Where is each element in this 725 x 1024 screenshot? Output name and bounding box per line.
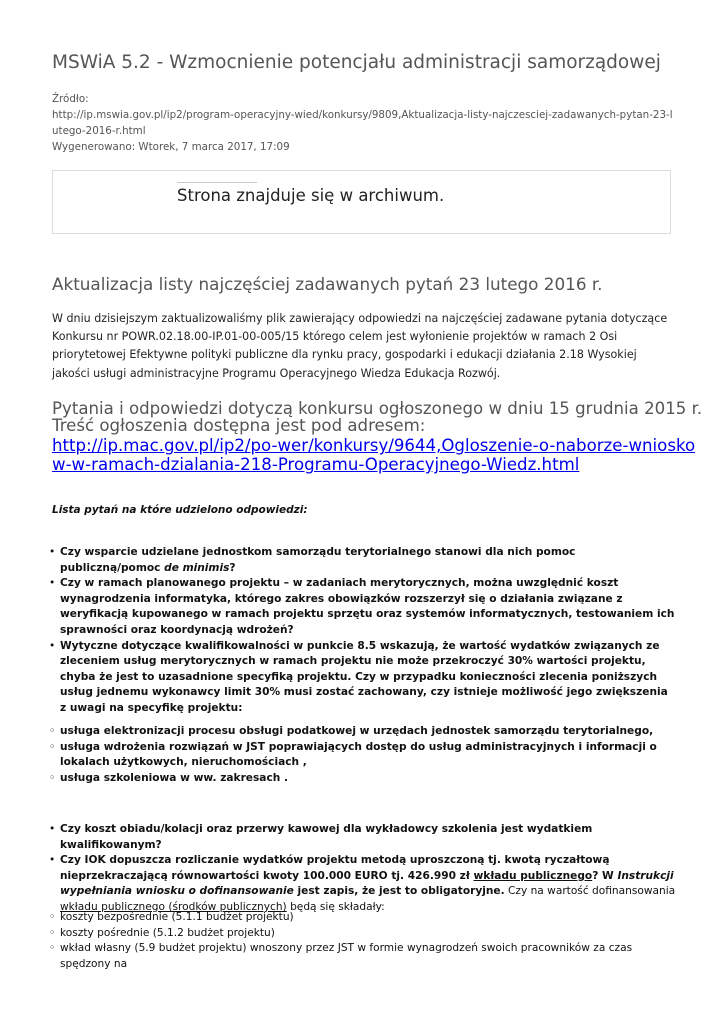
contest-date-line: Pytania i odpowiedzi dotyczą konkursu ogłoszonego w dniu 15 grudnia 2015 r. [52, 399, 703, 418]
bullet-icon [49, 576, 55, 592]
bullet-icon [49, 822, 55, 838]
bullet-icon [49, 853, 55, 869]
source-url: http://ip.mswia.gov.pl/ip2/program-operacyjny-wied/konkursy/9809,Aktualizacja-listy-najczesciej-zadawanych-pytan-23-lutego-2016-r.html [52, 109, 673, 137]
document-title: MSWiA 5.2 - Wzmocnienie potencjału administracji samorządowej [52, 52, 661, 73]
list-item: ◦ usługa szkoleniowa w ww. zakresach . [52, 771, 677, 787]
intro-paragraph: W dniu dzisiejszym zaktualizowaliśmy plik zawierający odpowiedzi na najczęściej zadawane pytania dotyczące Konkursu nr POWR.02.18.00-IP.01-00-005/15 którego celem jest wyłonienie projektów w ramach 2 Osi priorytetowej Efektywne polityki publiczne dla rynku pracy, gospodarki i edukacji działania 2.18 Wysokiej jakości usługi administracyjne Programu Operacyjnego Wiedza Edukacja Rozwój. [52, 312, 668, 380]
circle-bullet-icon [49, 771, 55, 787]
list-item: ◦ usługa elektronizacji procesu obsługi podatkowej w urzędach jednostek samorządu terytorialnego, [52, 724, 677, 740]
list-item: • Czy IOK dopuszcza rozliczanie wydatków projektu metodą uproszczoną tj. kwotą ryczałtową nieprzekraczającą równowartości kwoty 100.000 EURO tj. 426.990 zł wkładu publicznego? W Instrukcji wypełniania wniosku o dofinansowanie jest zapis, że jest to obligatoryjne. Czy na wartość dofinansowania wkładu publicznego (środków publicznych) będą się składały: [52, 853, 677, 915]
announcement-line: Treść ogłoszenia dostępna jest pod adresem: [52, 415, 426, 435]
announcement-link-line-1: http://ip.mac.gov.pl/ip2/po-wer/konkursy/9644,Ogloszenie-o-naborze-wniosko [52, 436, 696, 456]
bullet-icon [49, 545, 55, 561]
circle-bullet-icon [49, 910, 55, 926]
questions-heading: Lista pytań na które udzielono odpowiedzi: [52, 504, 308, 516]
source-label: Źródło: [52, 93, 89, 105]
questions-list-2 [52, 822, 677, 916]
bullet-icon [49, 639, 55, 655]
services-list [52, 724, 677, 786]
costs-list [52, 910, 677, 972]
list-item: ◦ wkład własny (5.9 budżet projektu) wnoszony przez JST w formie wynagrodzeń swoich pracowników za czas spędzony na [52, 941, 677, 972]
archive-divider [177, 182, 257, 183]
list-item: ◦ usługa wdrożenia rozwiązań w JST poprawiających dostęp do usług administracyjnych i informacji o lokalach użytkowych, nieruchomościach , [52, 740, 677, 771]
circle-bullet-icon [49, 926, 55, 942]
circle-bullet-icon [49, 941, 55, 957]
generated-date: Wygenerowano: Wtorek, 7 marca 2017, 17:09 [52, 141, 290, 153]
list-item: ◦ koszty pośrednie (5.1.2 budżet projektu) [52, 926, 677, 942]
circle-bullet-icon [49, 740, 55, 756]
questions-list [52, 545, 677, 717]
circle-bullet-icon [49, 724, 55, 740]
list-item: • Czy wsparcie udzielane jednostkom samorządu terytorialnego stanowi dla nich pomoc publiczną/pomoc de minimis? [52, 545, 677, 576]
announcement-link-line-2: w-w-ramach-dzialania-218-Programu-Operacyjnego-Wiedz.html [52, 455, 580, 475]
announcement-link[interactable] [52, 436, 696, 475]
list-item: • Czy w ramach planowanego projektu – w zadaniach merytorycznych, można uwzględnić koszt wynagrodzenia informatyka, którego zakres obowiązków rozszerzył się o działania związane z weryfikacją kupowanego w ramach projektu sprzętu oraz systemów informatycznych, testowaniem ich sprawności oraz koordynacją wdrożeń? [52, 576, 677, 638]
source-info [52, 91, 677, 155]
archive-notice [52, 170, 671, 234]
contest-info [52, 399, 703, 475]
list-item: • Czy koszt obiadu/kolacji oraz przerwy kawowej dla wykładowcy szkolenia jest wydatkiem kwalifikowanym? [52, 822, 677, 853]
list-item: • Wytyczne dotyczące kwalifikowalności w punkcie 8.5 wskazują, że wartość wydatków związanych ze zleceniem usług merytorycznych w ramach projektu nie może przekroczyć 30% wartości projektu, chyba że jest to uzasadnione specyfiką projektu. Czy w przypadku konieczności zlecenia poniższych usług jednemu wykonawcy limit 30% musi zostać zachowany, czy istnieje możliwość jego zwiększenia z uwagi na specyfikę projektu: [52, 639, 677, 717]
list-item: ◦ koszty bezpośrednie (5.1.1 budżet projektu) [52, 910, 677, 926]
archive-text: Strona znajduje się w archiwum. [177, 186, 445, 205]
article-title: Aktualizacja listy najczęściej zadawanych pytań 23 lutego 2016 r. [52, 274, 603, 294]
